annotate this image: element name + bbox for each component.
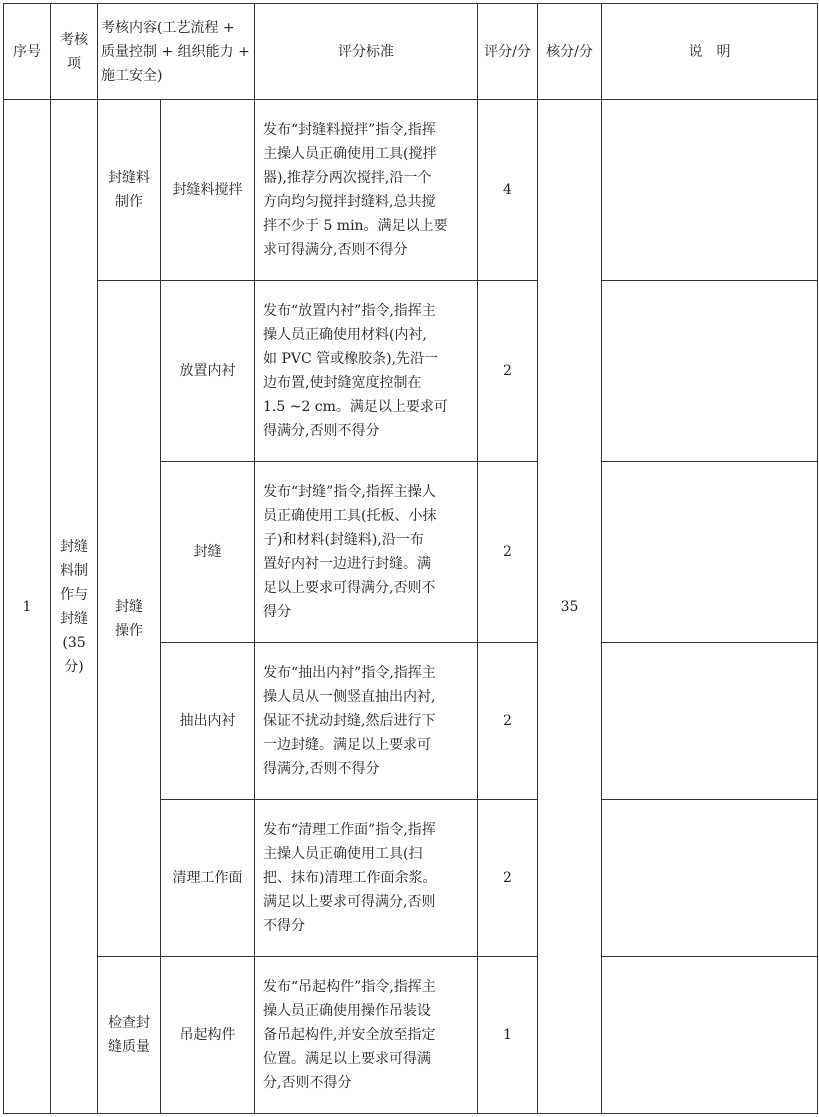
note-cell bbox=[602, 957, 818, 1114]
criteria-line: 操人员正确使用材料(内衬, bbox=[263, 327, 427, 343]
criteria-line: 分,否则不得分 bbox=[263, 1075, 352, 1091]
criteria-line: 边布置,使封缝宽度控制在 bbox=[263, 375, 422, 391]
score-cell: 2 bbox=[478, 800, 538, 957]
group-name-line: 封缝 bbox=[115, 598, 143, 615]
criteria-cell bbox=[255, 462, 478, 643]
section-item-line: 封缝 bbox=[60, 610, 88, 627]
header-content bbox=[98, 4, 255, 100]
criteria-line: 发布“清理工作面”指令,指挥 bbox=[263, 822, 436, 838]
criteria-cell bbox=[255, 957, 478, 1114]
criteria-line: 器),推荐分两次搅拌,沿一个 bbox=[263, 170, 432, 186]
criteria-line: 发布“封缝料搅拌”指令,指挥 bbox=[263, 122, 436, 138]
criteria-line: 得满分,否则不得分 bbox=[263, 761, 380, 777]
criteria-line: 求可得满分,否则不得分 bbox=[263, 242, 408, 258]
criteria-cell bbox=[255, 800, 478, 957]
criteria-line: 得分 bbox=[263, 604, 291, 620]
step-name: 清理工作面 bbox=[161, 800, 255, 957]
criteria-line: 发布“封缝”指令,指挥主操人 bbox=[263, 484, 436, 500]
table-row bbox=[4, 100, 818, 281]
table-row bbox=[4, 957, 818, 1114]
criteria-line: 1.5 ~2 cm。满足以上要求可 bbox=[263, 399, 448, 415]
section-item-line: 分) bbox=[64, 658, 84, 675]
criteria-line: 把、抹布)清理工作面余浆。 bbox=[263, 870, 437, 886]
header-criteria: 评分标准 bbox=[255, 4, 478, 100]
section-item-line: 封缝 bbox=[60, 538, 88, 555]
score-cell: 2 bbox=[478, 643, 538, 800]
note-cell bbox=[602, 281, 818, 462]
criteria-line: 满足以上要求可得满分,否则 bbox=[263, 894, 436, 910]
group-name bbox=[98, 100, 161, 281]
criteria-line: 子)和材料(封缝料),沿一布 bbox=[263, 532, 424, 548]
group-name-line: 制作 bbox=[115, 194, 143, 210]
group-name-line: 缝质量 bbox=[108, 1039, 150, 1055]
score-cell: 2 bbox=[478, 281, 538, 462]
score-cell: 2 bbox=[478, 462, 538, 643]
section-item-line: 料制 bbox=[60, 562, 88, 579]
criteria-cell bbox=[255, 281, 478, 462]
table-row bbox=[4, 281, 818, 462]
group-name bbox=[98, 957, 161, 1114]
step-name: 封缝 bbox=[161, 462, 255, 643]
criteria-line: 主操人员正确使用工具(搅拌 bbox=[263, 146, 437, 162]
criteria-line: 员正确使用工具(托板、小抹 bbox=[263, 508, 437, 524]
header-content-line: 考核内容(工艺流程 + bbox=[101, 19, 235, 36]
group-name bbox=[98, 281, 161, 957]
check-score-cell: 35 bbox=[538, 100, 602, 1114]
criteria-line: 不得分 bbox=[263, 918, 305, 934]
criteria-line: 拌不少于 5 min。满足以上要 bbox=[263, 218, 448, 234]
group-name-line: 检查封 bbox=[108, 1015, 150, 1031]
section-seq: 1 bbox=[4, 100, 51, 1114]
step-name: 抽出内衬 bbox=[161, 643, 255, 800]
criteria-cell bbox=[255, 100, 478, 281]
score-cell: 4 bbox=[478, 100, 538, 281]
score-cell: 1 bbox=[478, 957, 538, 1114]
criteria-line: 操人员正确使用操作吊装设 bbox=[263, 1003, 431, 1019]
assessment-table bbox=[3, 3, 818, 1114]
note-cell bbox=[602, 800, 818, 957]
note-cell bbox=[602, 462, 818, 643]
note-cell bbox=[602, 100, 818, 281]
criteria-line: 足以上要求可得满分,否则不 bbox=[263, 580, 436, 596]
group-name-line: 封缝料 bbox=[108, 170, 150, 186]
section-item-line: (35 bbox=[62, 634, 86, 651]
header-content-line: 质量控制 + 组织能力 + bbox=[101, 43, 250, 60]
criteria-cell bbox=[255, 643, 478, 800]
group-name-line: 操作 bbox=[115, 622, 143, 639]
section-item bbox=[51, 100, 98, 1114]
note-cell bbox=[602, 643, 818, 800]
criteria-line: 保证不扰动封缝,然后进行下 bbox=[263, 713, 436, 729]
criteria-line: 发布“吊起构件”指令,指挥主 bbox=[263, 979, 436, 995]
header-row bbox=[4, 4, 818, 100]
criteria-line: 置好内衬一边进行封缝。满 bbox=[263, 556, 431, 572]
criteria-line: 备吊起构件,并安全放至指定 bbox=[263, 1027, 436, 1043]
header-check-score: 核分/分 bbox=[538, 4, 602, 100]
header-seq: 序号 bbox=[4, 4, 51, 100]
step-name: 放置内衬 bbox=[161, 281, 255, 462]
header-note: 说 明 bbox=[602, 4, 818, 100]
criteria-line: 方向均匀搅拌封缝料,总共搅 bbox=[263, 194, 436, 210]
criteria-line: 位置。满足以上要求可得满 bbox=[263, 1051, 431, 1067]
header-score: 评分/分 bbox=[478, 4, 538, 100]
criteria-line: 发布“放置内衬”指令,指挥主 bbox=[263, 303, 436, 319]
section-item-line: 作与 bbox=[60, 586, 88, 603]
header-item-line: 项 bbox=[67, 55, 81, 72]
header-content-line: 施工安全) bbox=[101, 67, 163, 84]
header-item bbox=[51, 4, 98, 100]
criteria-line: 如 PVC 管或橡胶条),先沿一 bbox=[263, 351, 439, 367]
header-item-line: 考核 bbox=[60, 31, 88, 48]
criteria-line: 操人员从一侧竖直抽出内衬, bbox=[263, 689, 436, 705]
criteria-line: 主操人员正确使用工具(扫 bbox=[263, 846, 423, 862]
step-name: 封缝料搅拌 bbox=[161, 100, 255, 281]
criteria-line: 得满分,否则不得分 bbox=[263, 423, 380, 439]
step-name: 吊起构件 bbox=[161, 957, 255, 1114]
criteria-line: 一边封缝。满足以上要求可 bbox=[263, 737, 431, 753]
criteria-line: 发布“抽出内衬”指令,指挥主 bbox=[263, 665, 436, 681]
